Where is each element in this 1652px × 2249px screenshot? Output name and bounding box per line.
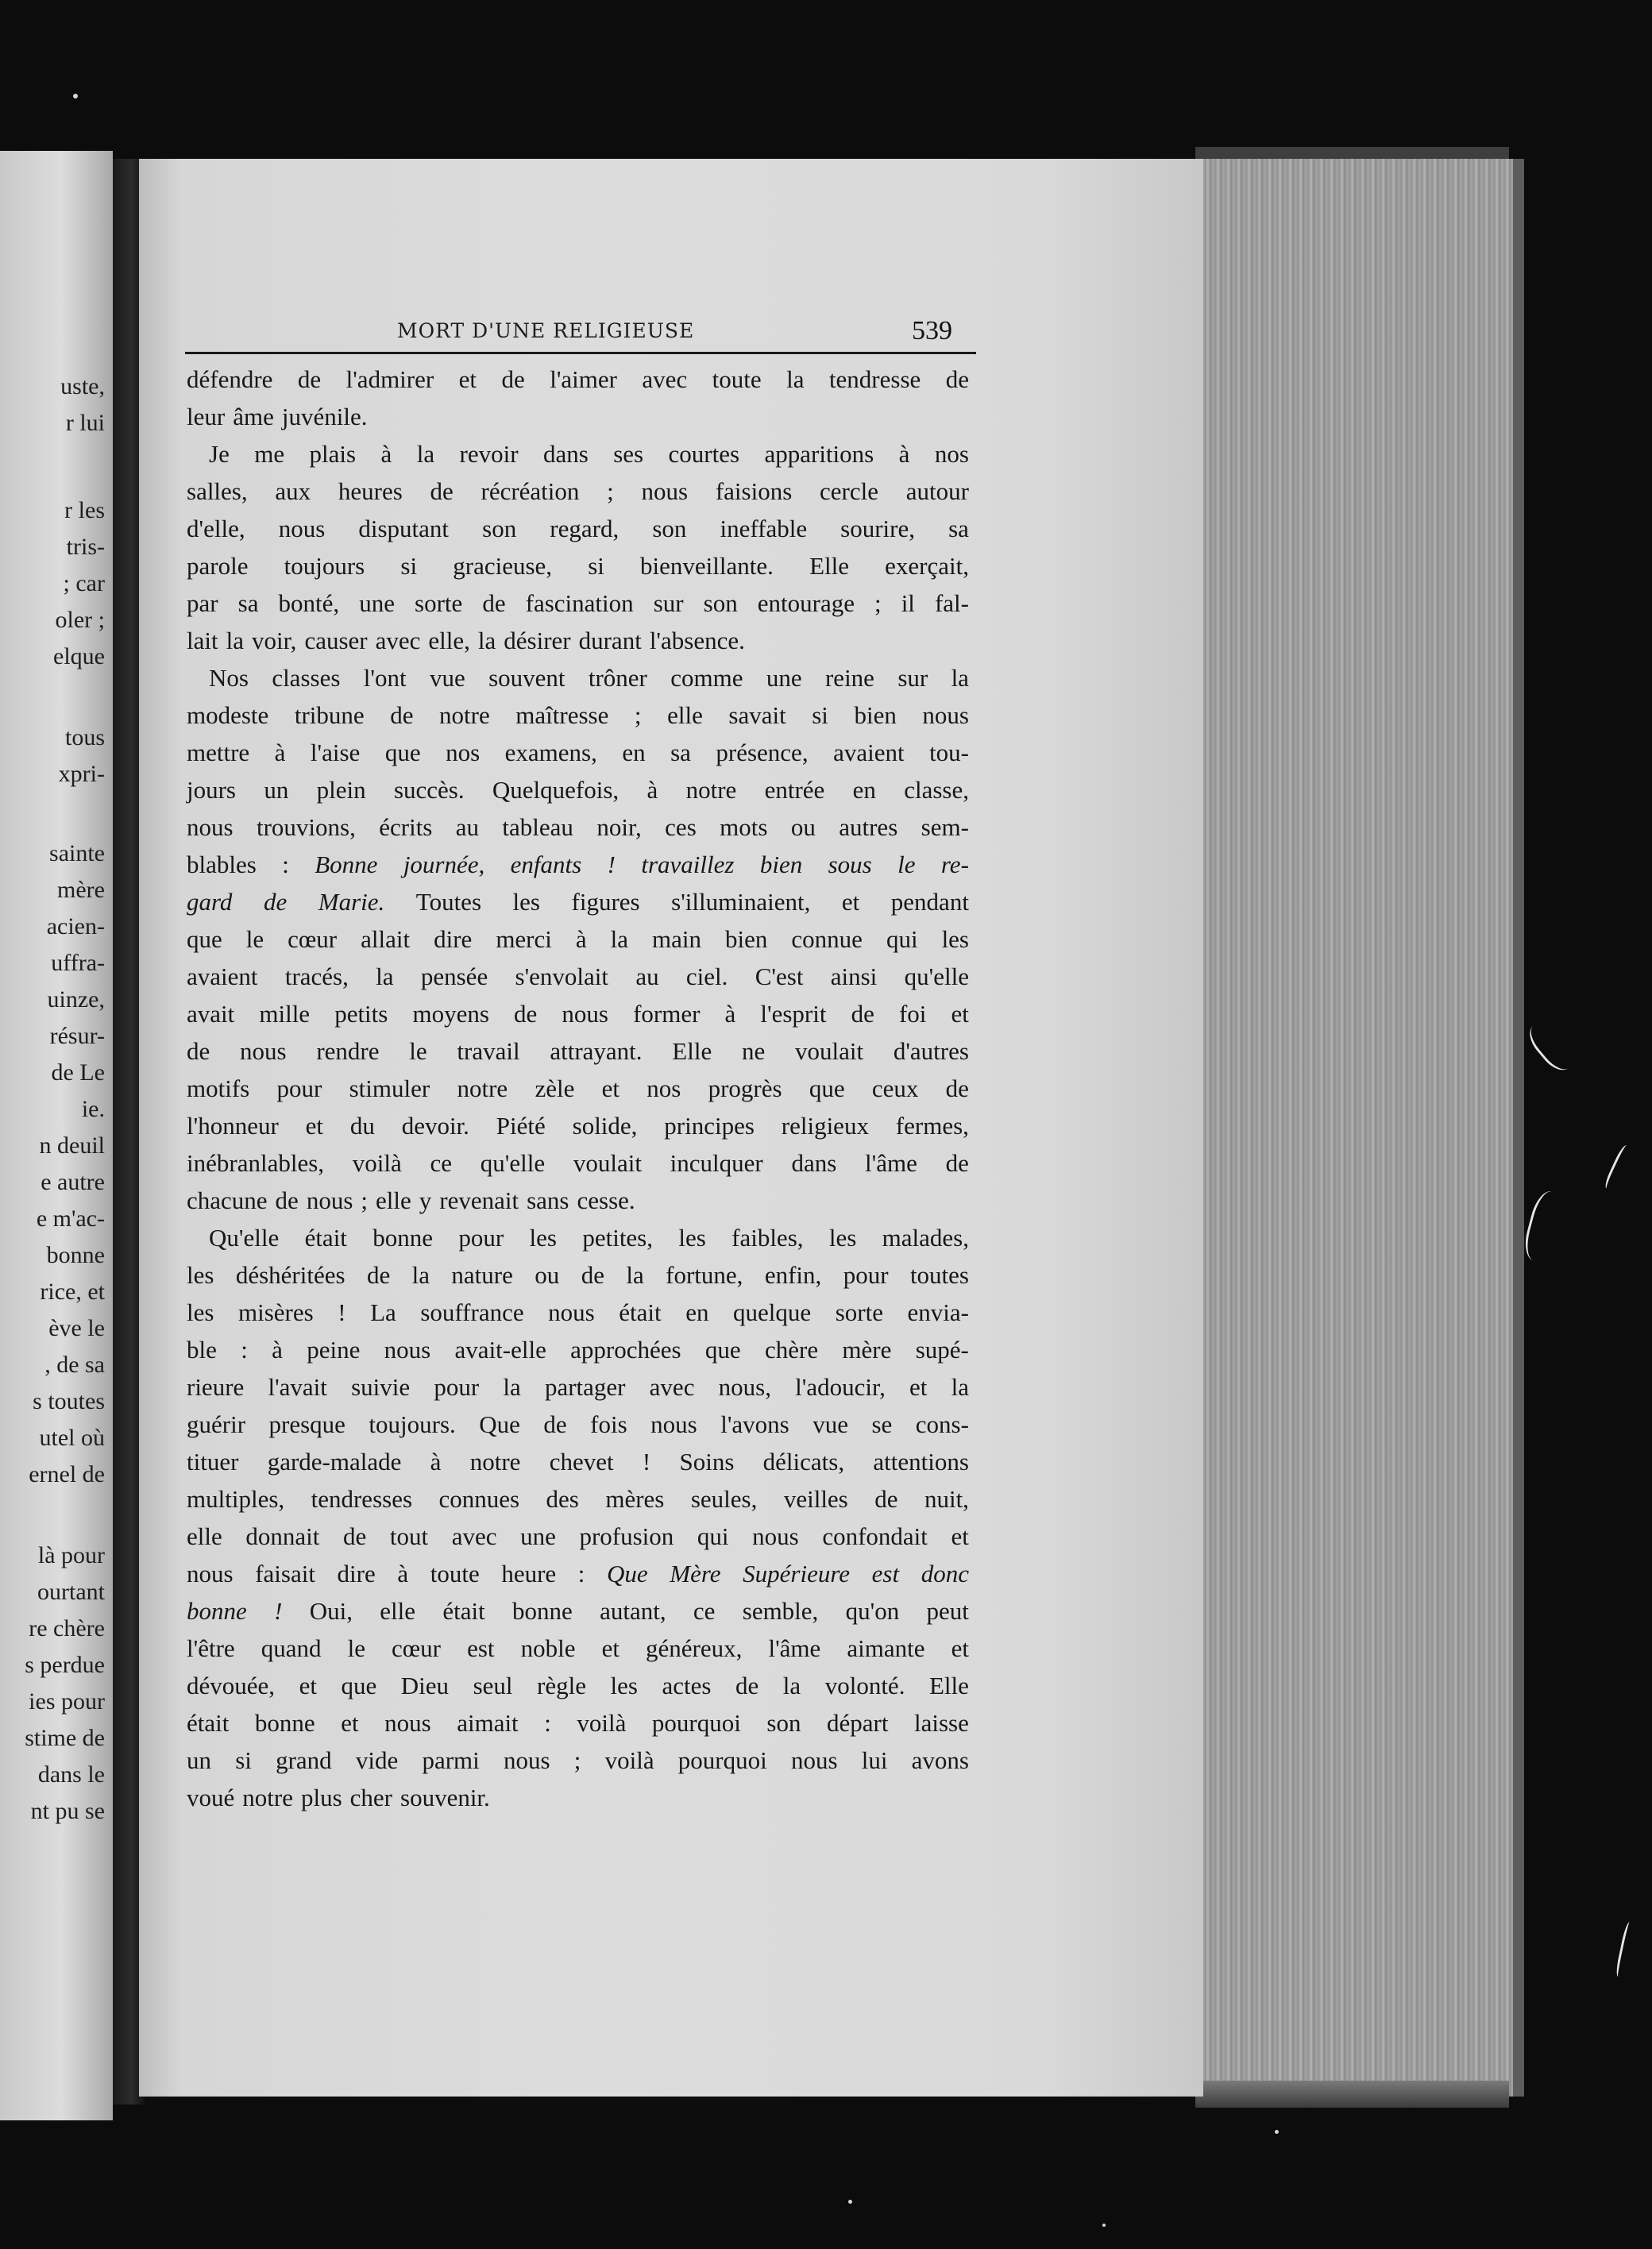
text-line: modeste tribune de notre maîtresse ; elle savait si bien nous (187, 701, 969, 729)
left-page-fragment: r les (64, 497, 105, 523)
text-line: gard de Marie. Toutes les figures s'illuminaient, et pendant (187, 888, 969, 916)
text-line: les déshéritées de la nature ou de la fortune, enfin, pour toutes (187, 1261, 969, 1289)
left-page-fragment: ernel de (29, 1461, 105, 1487)
text-line: Nos classes l'ont vue souvent trôner comme une reine sur la (209, 664, 969, 692)
left-page-fragment: uffra- (51, 950, 105, 976)
left-page-fragment: r lui (65, 410, 105, 436)
left-page-fragment: bonne (46, 1242, 105, 1268)
left-page-fragment: , de sa (44, 1352, 105, 1378)
left-page-fragment: s perdue (25, 1652, 105, 1678)
left-page-fragment: e m'ac- (36, 1206, 105, 1232)
dust-speck (1275, 2130, 1279, 2134)
left-page-fragment: oler ; (55, 607, 105, 633)
body-text (187, 361, 969, 1816)
scratch-mark (1603, 1144, 1632, 1191)
text-line: mettre à l'aise que nos examens, en sa présence, avaient tou- (187, 739, 969, 766)
text-line: était bonne et nous aimait : voilà pourquoi son départ laisse (187, 1709, 969, 1737)
text-line: les misères ! La souffrance nous était en quelque sorte envia- (187, 1298, 969, 1326)
text-line: blables : Bonne journée, enfants ! travaillez bien sous le re- (187, 851, 969, 878)
running-head: MORT D'UNE RELIGIEUSE (397, 319, 695, 342)
left-page-fragment: nt pu se (30, 1798, 105, 1824)
text-line: Je me plais à la revoir dans ses courtes apparitions à nos (209, 440, 969, 468)
header-rule (185, 352, 976, 354)
text-line: inébranlables, voilà ce qu'elle voulait inculquer dans l'âme de (187, 1149, 969, 1177)
dust-speck (73, 94, 78, 98)
left-page-fragment: acien- (46, 913, 105, 939)
text-line: chacune de nous ; elle y revenait sans cesse. (187, 1186, 635, 1214)
left-page-fragment: ; car (63, 570, 105, 596)
left-page-fragment: mère (57, 877, 105, 903)
book-edge-bottom (1195, 2081, 1509, 2108)
text-line: parole toujours si gracieuse, si bienveillante. Elle exerçait, (187, 552, 969, 580)
text-line: multiples, tendresses connues des mères seules, veilles de nuit, (187, 1485, 969, 1513)
text-line: nous trouvions, écrits au tableau noir, ces mots ou autres sem- (187, 813, 969, 841)
text-line: bonne ! Oui, elle était bonne autant, ce semble, qu'on peut (187, 1597, 969, 1625)
text-line: l'être quand le cœur est noble et généreux, l'âme aimante et (187, 1634, 969, 1662)
text-line: elle donnait de tout avec une profusion qui nous confondait et (187, 1522, 969, 1550)
left-page-fragment: de Le (51, 1059, 105, 1086)
left-page-fragment: résur- (49, 1023, 105, 1049)
text-line: jours un plein succès. Quelquefois, à notre entrée en classe, (187, 776, 969, 804)
left-page-fragment: dans le (37, 1761, 105, 1788)
text-line: leur âme juvénile. (187, 403, 368, 430)
left-page-fragment: tous (64, 724, 105, 750)
left-page-fragment: elque (53, 643, 105, 669)
text-line: voué notre plus cher souvenir. (187, 1784, 490, 1811)
text-line: tituer garde-malade à notre chevet ! Soins délicats, attentions (187, 1448, 969, 1476)
left-page-fragment: uste, (60, 373, 105, 399)
text-line: salles, aux heures de récréation ; nous faisions cercle autour (187, 477, 969, 505)
text-line: par sa bonté, une sorte de fascination sur son entourage ; il fal- (187, 589, 969, 617)
dust-speck (848, 2200, 852, 2204)
left-page-fragment: rice, et (40, 1279, 105, 1305)
left-page-fragment: stime de (25, 1725, 105, 1751)
left-page-fragment: ève le (48, 1315, 105, 1341)
text-line: avaient tracés, la pensée s'envolait au ciel. C'est ainsi qu'elle (187, 962, 969, 990)
page-number: 539 (912, 316, 952, 345)
left-page-fragment: ourtant (37, 1579, 105, 1605)
scratch-mark (1520, 1188, 1572, 1266)
left-page-fragment: uinze, (47, 986, 105, 1013)
left-page-fragment: e autre (41, 1169, 105, 1195)
text-line: Qu'elle était bonne pour les petites, les faibles, les malades, (209, 1224, 969, 1252)
left-page-fragment: n deuil (39, 1132, 105, 1159)
dust-speck (1102, 2224, 1106, 2227)
text-line: dévouée, et que Dieu seul règle les actes de la volonté. Elle (187, 1672, 969, 1699)
scratch-mark (1615, 1922, 1635, 1978)
left-page-fragment: s toutes (33, 1388, 105, 1414)
text-line: de nous rendre le travail attrayant. Elle ne voulait d'autres (187, 1037, 969, 1065)
text-line: nous faisait dire à toute heure : Que Mère Supérieure est donc (187, 1560, 969, 1587)
text-line: rieure l'avait suivie pour la partager avec nous, l'adoucir, et la (187, 1373, 969, 1401)
text-line: avait mille petits moyens de nous former à l'esprit de foi et (187, 1000, 969, 1028)
left-page-fragment: tris- (66, 534, 105, 560)
left-page-fragment: là pour (37, 1542, 105, 1568)
text-line: un si grand vide parmi nous ; voilà pourquoi nous lui avons (187, 1746, 969, 1774)
left-facing-page (0, 151, 113, 2120)
left-page-fragment: utel où (39, 1425, 105, 1451)
left-page-fragment: ies pour (29, 1688, 105, 1715)
text-line: ble : à peine nous avait-elle approchées que chère mère supé- (187, 1336, 969, 1364)
text-line: l'honneur et du devoir. Piété solide, principes religieux fermes, (187, 1112, 969, 1140)
left-page-fragment: re chère (29, 1615, 105, 1641)
text-line: d'elle, nous disputant son regard, son ineffable sourire, sa (187, 515, 969, 542)
scratch-mark (1523, 1012, 1585, 1076)
text-line: défendre de l'admirer et de l'aimer avec toute la tendresse de (187, 365, 969, 393)
text-line: guérir presque toujours. Que de fois nous l'avons vue se cons- (187, 1410, 969, 1438)
left-page-fragment: ie. (81, 1096, 105, 1122)
text-line: motifs pour stimuler notre zèle et nos progrès que ceux de (187, 1074, 969, 1102)
left-page-fragment: sainte (49, 840, 105, 866)
text-line: lait la voir, causer avec elle, la désirer durant l'absence. (187, 627, 745, 654)
left-page-fragment: xpri- (58, 761, 105, 787)
book-fore-edge (1195, 159, 1524, 2097)
text-line: que le cœur allait dire merci à la main bien connue qui les (187, 925, 969, 953)
